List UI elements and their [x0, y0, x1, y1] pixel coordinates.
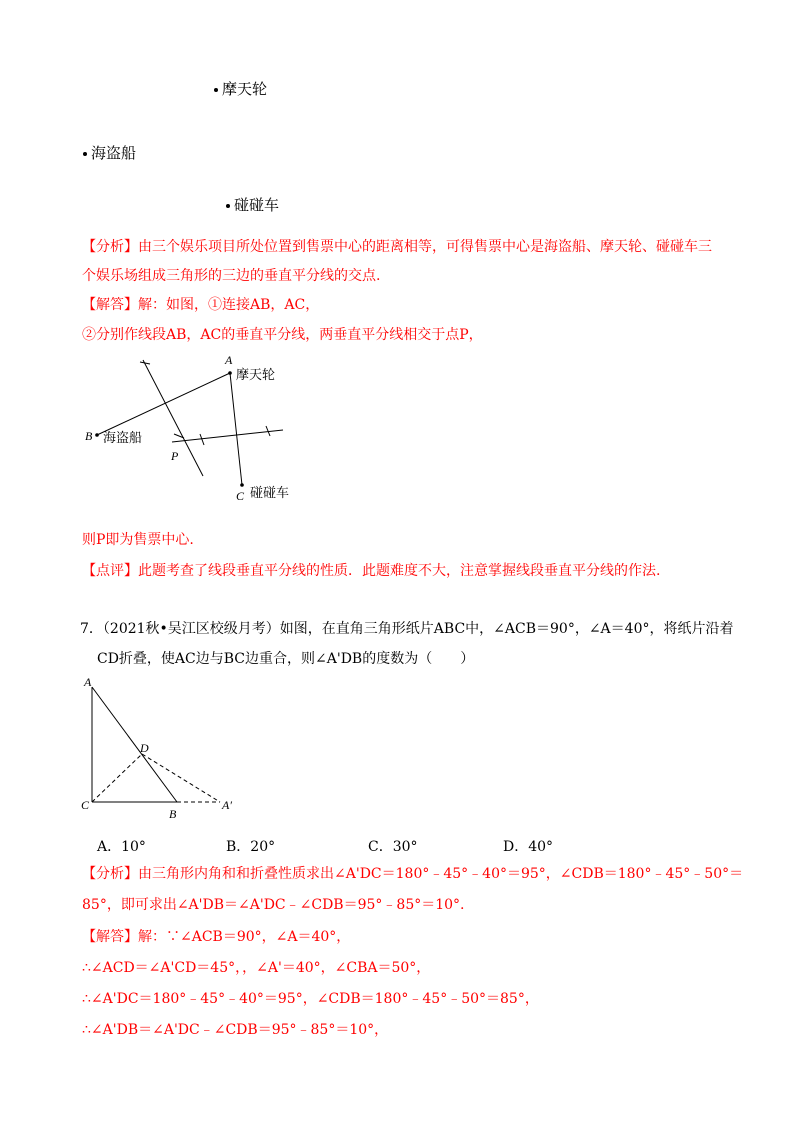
- choice-b: B．20°: [226, 839, 276, 855]
- label-p: P: [171, 449, 179, 463]
- label-a-prime: A′: [222, 798, 232, 812]
- label-b: B: [169, 807, 177, 821]
- q7-analysis-line-1: 【分析】由三角形内角和和折叠性质求出∠A'DC＝180°﹣45°﹣40°＝95°，∠CDB＝180°﹣45°﹣50°＝: [82, 866, 744, 882]
- q7-solution-line-2: ∴∠ACD＝∠A'CD＝45°，，∠A'＝40°，∠CBA＝50°，: [82, 960, 431, 976]
- q6-analysis-line-2: 个娱乐场组成三角形的三边的垂直平分线的交点.: [82, 268, 381, 284]
- choice-c: C．30°: [368, 839, 418, 855]
- q7-stem-line-2: CD折叠，使AC边与BC边重合，则∠A'DB的度数为（ ）: [97, 651, 475, 667]
- q6-comment: 【点评】此题考查了线段垂直平分线的性质．此题难度不大，注意掌握线段垂直平分线的作法.: [82, 563, 661, 579]
- label-ferris-wheel: 摩天轮: [236, 367, 276, 382]
- arc-mark: [200, 434, 204, 445]
- place-label: 摩天轮: [222, 80, 268, 98]
- q6-answer-line-1: 【解答】解：如图，①连接AB，AC，: [82, 297, 320, 313]
- label-a: A: [225, 353, 233, 367]
- segment-ac: [230, 373, 242, 485]
- point-b: [95, 433, 99, 437]
- q7-analysis-line-2: 85°，即可求出∠A'DB＝∠A'DC﹣∠CDB＝95°﹣85°＝10°.: [82, 897, 465, 913]
- place-label: 海盗船: [91, 144, 137, 162]
- q6-conclusion: 则P即为售票中心.: [82, 532, 194, 548]
- choice-a: A．10°: [97, 839, 146, 855]
- place-pirate-ship: [83, 142, 136, 163]
- point-a: [228, 371, 232, 375]
- place-bumper-cars: [226, 194, 279, 215]
- label-d: D: [140, 741, 149, 755]
- segment-da-prime: [142, 754, 220, 802]
- fold-line-cd: [92, 754, 142, 802]
- segment-ab: [92, 687, 177, 802]
- point-marker: [214, 88, 218, 92]
- q6-answer-line-2: ②分别作线段AB，AC的垂直平分线，两垂直平分线相交于点P，: [82, 327, 483, 343]
- choice-d: D．40°: [503, 839, 554, 855]
- point-c: [240, 483, 244, 487]
- q6-analysis-line-1: 【分析】由三个娱乐项目所处位置到售票中心的距离相等，可得售票中心是海盗船、摩天轮、碰碰车三: [82, 239, 712, 255]
- label-pirate-ship: 海盗船: [103, 430, 143, 445]
- perpendicular-bisector-ac: [172, 430, 283, 442]
- q7-stem-line-1: 7．（2021秋•吴江区校级月考）如图，在直角三角形纸片ABC中，∠ACB＝90°，∠A＝40°，将纸片沿着: [80, 621, 734, 637]
- segment-ab: [97, 373, 230, 435]
- label-c: C: [236, 489, 245, 503]
- label-bumper-cars: 碰碰车: [250, 485, 290, 500]
- place-ferris-wheel: [214, 78, 267, 99]
- point-marker: [226, 204, 230, 208]
- label-c: C: [81, 798, 90, 812]
- q6-construction-figure: [80, 348, 320, 508]
- q7-triangle-figure: [80, 672, 250, 822]
- label-a: A: [84, 675, 92, 689]
- point-marker: [83, 152, 87, 156]
- label-b: B: [85, 429, 93, 443]
- q7-solution-line-1: 【解答】解：∵∠ACB＝90°，∠A＝40°，: [82, 929, 351, 945]
- q7-solution-line-4: ∴∠A'DB＝∠A'DC﹣∠CDB＝95°﹣85°＝10°，: [82, 1022, 389, 1038]
- place-label: 碰碰车: [234, 196, 280, 214]
- q7-solution-line-3: ∴∠A'DC＝180°﹣45°﹣40°＝95°，∠CDB＝180°﹣45°﹣50°＝85°，: [82, 991, 539, 1007]
